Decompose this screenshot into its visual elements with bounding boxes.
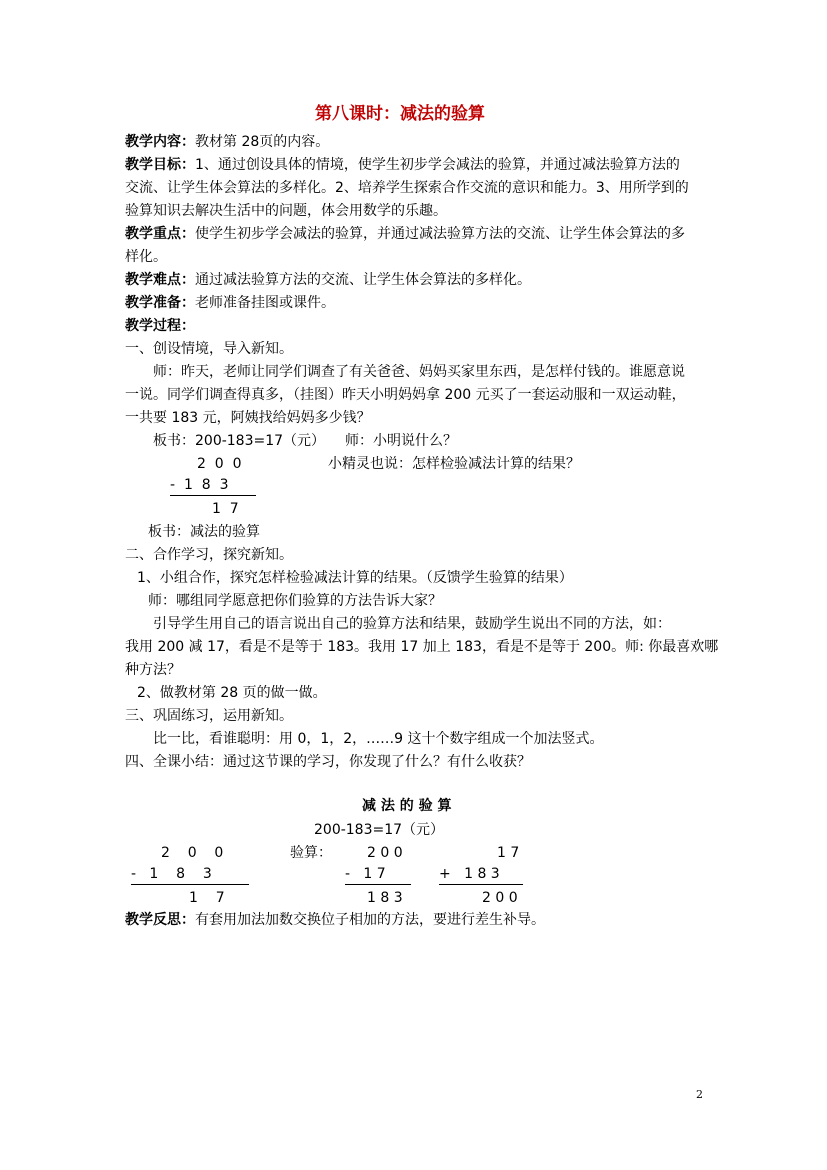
key-line-2: 样化。 (125, 249, 167, 265)
prep-text: 老师准备挂图或课件。 (195, 295, 335, 311)
prep-line (125, 293, 335, 313)
section-2-item-4: 我用 200 减 17，看是不是等于 183。我用 17 加上 183，看是不是等于 200。师: 你最喜欢哪 (125, 639, 719, 655)
board-b-result: 1 8 3 (367, 890, 403, 906)
goals-line-2: 交流、让学生体会算法的多样化。2、培养学生探索合作交流的意识和能力。3、用所学到的 (125, 180, 689, 196)
board-title-line: 板书：减法的验算 (148, 524, 260, 540)
page-title: 第八课时：减法的验算 (315, 104, 485, 124)
section-3-text: 比一比，看谁聪明：用 0，1，2，……9 这十个数字组成一个加法竖式。 (153, 731, 604, 747)
board-b-top: 2 0 0 (367, 845, 403, 861)
section-1-heading: 一、创设情境，导入新知。 (125, 341, 293, 357)
difficulty-text: 通过减法验算方法的交流、让学生体会算法的多样化。 (195, 272, 531, 288)
board-a-result: 1 7 (189, 890, 225, 906)
goals-line-3: 验算知识去解决生活中的问题，体会用数学的乐趣。 (125, 203, 447, 219)
key-line-1 (125, 224, 685, 244)
elf-question: 小精灵也说：怎样检验减法计算的结果？ (328, 456, 580, 472)
difficulty-line (125, 270, 531, 290)
section-4-heading: 四、全课小结：通过这节课的学习，你发现了什么？有什么收获？ (125, 754, 531, 770)
goals-label: 教学目标： (125, 157, 195, 173)
board-a-mid: - 1 8 3 (131, 865, 249, 885)
vertical-mid: - 1 8 3 (170, 476, 256, 496)
reflection-text: 有套用加法加数交换位子相加的方法，要进行差生补导。 (195, 912, 545, 928)
prep-label: 教学准备： (125, 295, 195, 311)
reflection-label: 教学反思： (125, 912, 195, 928)
goals-line-1 (125, 155, 680, 175)
content-label: 教学内容： (125, 134, 195, 150)
section-2-item-1: 1、小组合作，探究怎样检验减法计算的结果。（反馈学生验算的结果） (137, 570, 573, 586)
board-check-label: 验算： (290, 845, 332, 861)
section-2-heading: 二、合作学习，探究新知。 (125, 547, 293, 563)
page-number: 2 (696, 1088, 703, 1101)
board-design-equation: 200-183=17（元） (314, 822, 445, 838)
section-2-item-5: 种方法？ (125, 662, 181, 678)
board-c-top: 1 7 (497, 845, 520, 861)
section-2-item-2: 师：哪组同学愿意把你们验算的方法告诉大家？ (148, 593, 442, 609)
board-equation: 板书：200-183=17（元） (153, 433, 326, 449)
key-label: 教学重点： (125, 226, 195, 242)
board-c-mid: + 1 8 3 (439, 865, 523, 885)
board-c-result: 2 0 0 (482, 890, 518, 906)
process-label: 教学过程： (125, 318, 195, 334)
goals-text-1: 1、通过创设具体的情境，使学生初步学会减法的验算，并通过减法验算方法的 (195, 157, 680, 173)
board-b-mid: - 1 7 (345, 865, 411, 885)
section-1-para-1: 师：昨天，老师让同学们调查了有关爸爸、妈妈买家里东西，是怎样付钱的。谁愿意说 (153, 364, 685, 380)
section-1-para-3: 一共要 183 元，阿姨找给妈妈多少钱？ (125, 410, 371, 426)
board-a-top: 2 0 0 (161, 845, 224, 861)
board-design-title: 减 法 的 验 算 (362, 798, 452, 814)
reflection-line (125, 910, 545, 930)
section-3-heading: 三、巩固练习，运用新知。 (125, 708, 293, 724)
vertical-top: 2 0 0 (197, 456, 242, 472)
content-line (125, 132, 329, 152)
key-text-1: 使学生初步学会减法的验算，并通过减法验算方法的交流、让学生体会算法的多 (195, 226, 685, 242)
section-2-item-6: 2、做教材第 28 页的做一做。 (137, 685, 327, 701)
difficulty-label: 教学难点： (125, 272, 195, 288)
vertical-result: 1 7 (212, 501, 239, 517)
content-text: 教材第 28页的内容。 (195, 134, 330, 150)
section-2-item-3: 引导学生用自己的语言说出自己的验算方法和结果，鼓励学生说出不同的方法，如： (153, 616, 671, 632)
teacher-question: 师：小明说什么？ (345, 433, 457, 449)
section-1-para-2: 一说。同学们调查得真多，（挂图）昨天小明妈妈拿 200 元买了一套运动服和一双运动鞋， (125, 387, 686, 403)
